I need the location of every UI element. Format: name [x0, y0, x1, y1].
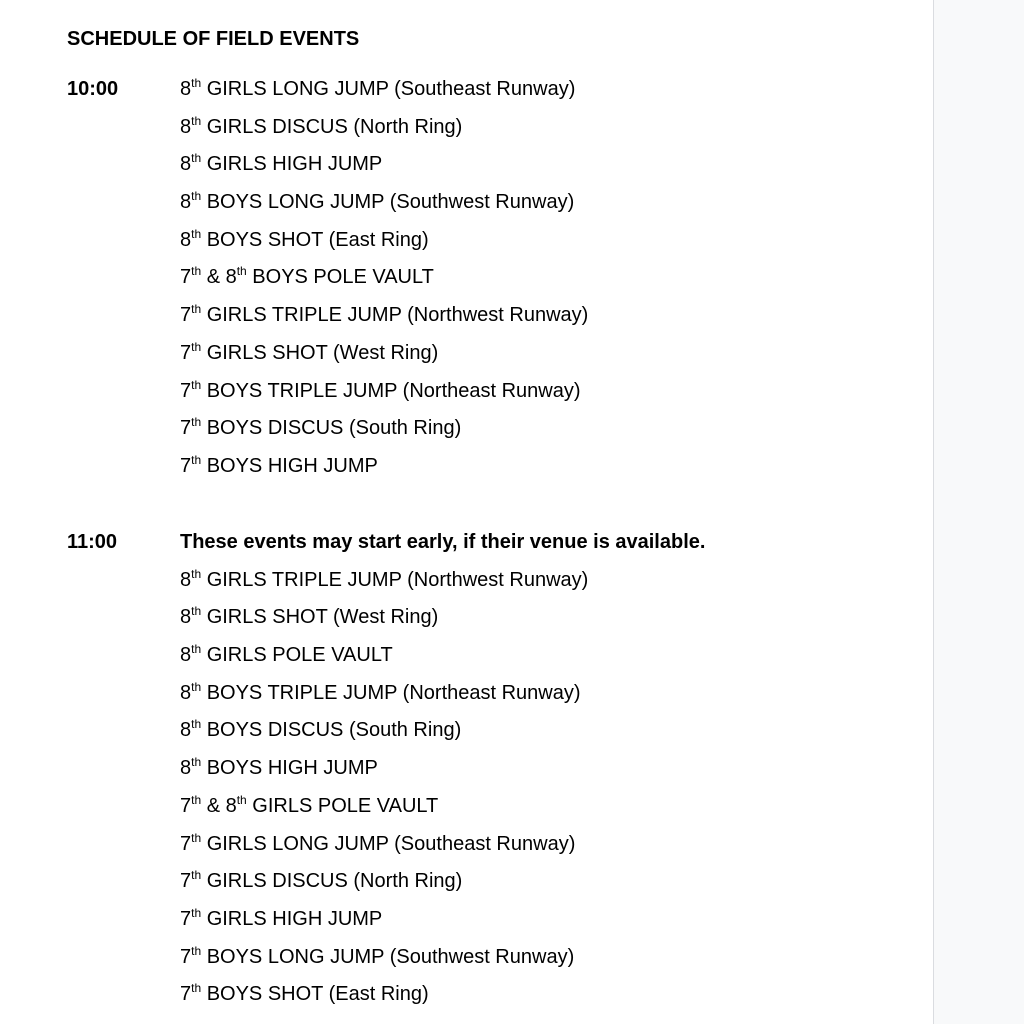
event-name: BOYS HIGH JUMP	[201, 454, 378, 477]
grade-number: 8	[180, 191, 192, 214]
grade-suffix: th	[191, 604, 202, 619]
grade-suffix-secondary: th	[236, 264, 247, 279]
event-item	[180, 867, 705, 905]
grade-suffix-secondary: th	[236, 792, 247, 807]
grade-number: 7	[180, 266, 192, 289]
grade-number: 7	[180, 907, 192, 930]
grade-number: 7	[180, 379, 192, 402]
grade-suffix: th	[191, 566, 202, 581]
event-name: GIRLS POLE VAULT	[201, 644, 393, 667]
event-item	[180, 188, 588, 226]
event-name: BOYS DISCUS (South Ring)	[201, 417, 462, 440]
time-label: 10:00	[67, 78, 119, 100]
grade-number: 8	[180, 228, 192, 251]
grade-number: 8	[180, 644, 192, 667]
event-name: BOYS TRIPLE JUMP (Northeast Runway)	[201, 379, 581, 402]
grade-number: 7	[180, 341, 192, 364]
grade-suffix: th	[191, 905, 202, 920]
grade-suffix: th	[191, 642, 202, 657]
grade-suffix: th	[191, 76, 202, 90]
event-item	[180, 980, 705, 1018]
grade-suffix: th	[191, 264, 202, 279]
event-name: GIRLS DISCUS (North Ring)	[201, 870, 463, 893]
event-name: GIRLS HIGH JUMP	[201, 153, 383, 176]
event-item	[180, 226, 588, 264]
grade-suffix: th	[191, 792, 202, 807]
grade-suffix: th	[191, 830, 202, 845]
event-item	[180, 792, 705, 830]
event-name: GIRLS LONG JUMP (Southeast Runway)	[201, 78, 576, 100]
event-name: BOYS HIGH JUMP	[201, 757, 378, 780]
event-item	[180, 905, 705, 943]
event-item	[180, 452, 588, 490]
grade-suffix: th	[191, 452, 202, 467]
grade-number: 7	[180, 945, 192, 968]
event-name: BOYS SHOT (East Ring)	[201, 983, 429, 1006]
grade-suffix: th	[191, 189, 202, 204]
event-item	[180, 263, 588, 301]
grade-suffix: th	[191, 755, 202, 770]
grade-suffix: th	[191, 339, 202, 354]
event-list	[180, 75, 588, 490]
grade-number: 7	[180, 983, 192, 1006]
grade-number: 8	[180, 568, 192, 591]
side-panel	[933, 0, 1024, 1024]
event-item	[180, 414, 588, 452]
grade-suffix: th	[191, 981, 202, 996]
event-name: GIRLS POLE VAULT	[246, 794, 439, 817]
event-name: BOYS SHOT (East Ring)	[201, 228, 429, 251]
event-item	[180, 943, 705, 981]
grade-number: 7	[180, 870, 192, 893]
grade-suffix: th	[191, 943, 202, 958]
grade-number: 8	[180, 681, 192, 704]
event-name: GIRLS LONG JUMP (Southeast Runway)	[201, 832, 576, 855]
grade-suffix: th	[191, 415, 202, 430]
event-name: GIRLS SHOT (West Ring)	[201, 606, 439, 629]
event-item	[180, 339, 588, 377]
grade-suffix: th	[191, 226, 202, 241]
time-label: 11:00	[67, 531, 118, 553]
grade-number: 7	[180, 454, 192, 477]
event-list	[180, 528, 705, 1018]
event-item	[180, 830, 705, 868]
event-name: GIRLS DISCUS (North Ring)	[201, 115, 463, 138]
grade-number: 7	[180, 417, 192, 440]
grade-number: 7	[180, 832, 192, 855]
event-item	[180, 679, 705, 717]
event-item	[180, 603, 705, 641]
event-name: GIRLS TRIPLE JUMP (Northwest Runway)	[201, 568, 589, 591]
event-item	[180, 641, 705, 679]
grade-number: 7	[180, 794, 192, 817]
grade-suffix: th	[191, 679, 202, 694]
event-item	[180, 150, 588, 188]
grade-suffix: th	[191, 302, 202, 317]
grade-suffix: th	[191, 151, 202, 166]
grade-number: 7	[180, 304, 192, 327]
event-item	[180, 113, 588, 151]
event-item	[180, 716, 705, 754]
grade-suffix: th	[191, 113, 202, 128]
grade-number-secondary: & 8	[201, 794, 237, 817]
event-item	[180, 301, 588, 339]
grade-number-secondary: & 8	[201, 266, 237, 289]
block-note: These events may start early, if their venue is available.	[180, 531, 706, 553]
event-name: GIRLS HIGH JUMP	[201, 907, 383, 930]
grade-number: 8	[180, 606, 192, 629]
grade-number: 8	[180, 719, 192, 742]
event-name: GIRLS TRIPLE JUMP (Northwest Runway)	[201, 304, 589, 327]
grade-suffix: th	[191, 377, 202, 392]
grade-number: 8	[180, 153, 192, 176]
document-title: SCHEDULE OF FIELD EVENTS	[67, 28, 360, 50]
event-name: BOYS LONG JUMP (Southwest Runway)	[201, 945, 575, 968]
event-item	[180, 754, 705, 792]
grade-suffix: th	[191, 717, 202, 732]
event-item	[180, 566, 705, 604]
event-name: BOYS LONG JUMP (Southwest Runway)	[201, 191, 575, 214]
grade-number: 8	[180, 78, 192, 100]
event-name: BOYS POLE VAULT	[246, 266, 434, 289]
event-item	[180, 377, 588, 415]
event-item	[180, 75, 588, 113]
event-name: GIRLS SHOT (West Ring)	[201, 341, 439, 364]
grade-number: 8	[180, 757, 192, 780]
grade-suffix: th	[191, 868, 202, 883]
grade-number: 8	[180, 115, 192, 138]
event-name: BOYS DISCUS (South Ring)	[201, 719, 462, 742]
event-name: BOYS TRIPLE JUMP (Northeast Runway)	[201, 681, 581, 704]
